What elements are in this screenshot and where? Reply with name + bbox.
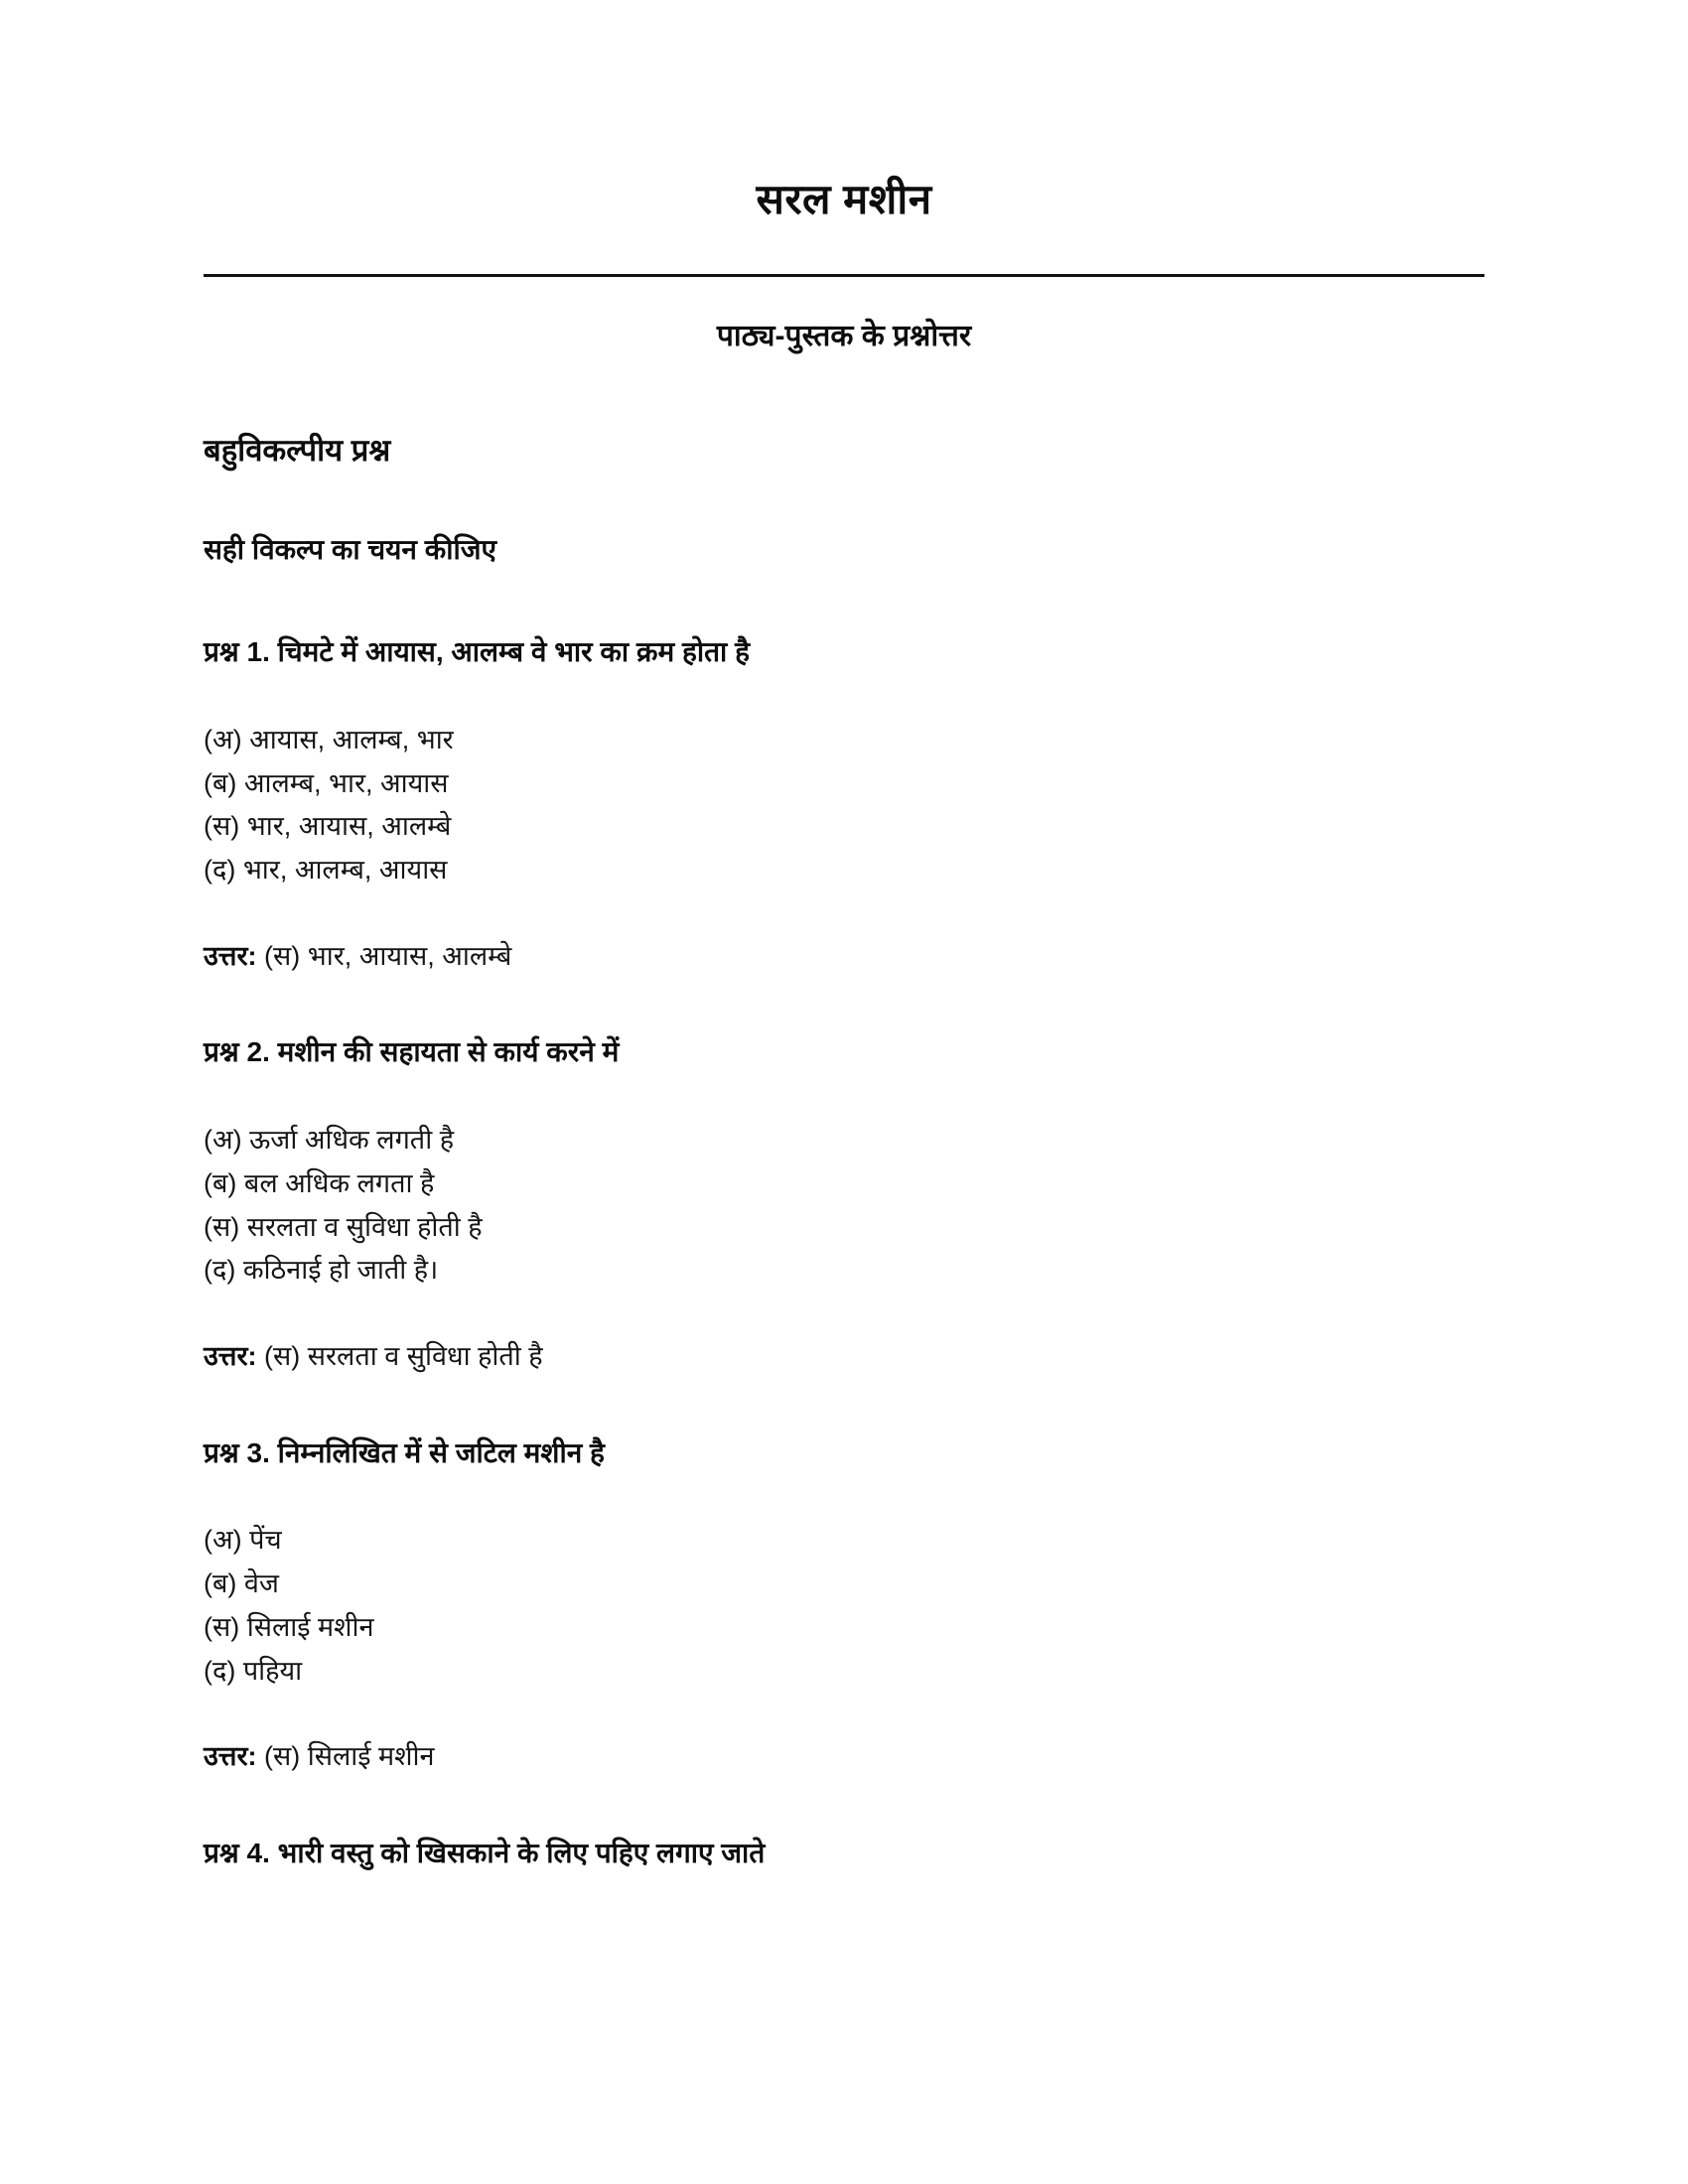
question-text-1: प्रश्न 1. चिमटे में आयास, आलम्ब वे भार का क्रम होता है [204, 636, 750, 668]
page-title: सरल मशीन [756, 176, 932, 222]
option-item[interactable]: (द) पहिया [204, 1655, 303, 1686]
question-block-1 [204, 633, 1484, 974]
question-text-3: प्रश्न 3. निम्नलिखित में से जटिल मशीन है [204, 1436, 605, 1468]
section-heading-mcq: बहुविकल्पीय प्रश्न [204, 432, 391, 468]
option-list-3 [204, 1519, 1484, 1693]
option-item[interactable]: (ब) वेज [204, 1569, 279, 1599]
question-text-4: प्रश्न 4. भारी वस्तु को खिसकाने के लिए पहिए लगाए जाते [204, 1837, 766, 1868]
answer-line-2 [204, 1338, 1484, 1374]
option-item[interactable]: (ब) बल अधिक लगता है [204, 1167, 435, 1198]
option-item[interactable]: (स) भार, आयास, आलम्बे [204, 811, 452, 842]
option-item[interactable]: (स) सरलता व सुविधा होती है [204, 1211, 483, 1242]
answer-label: उत्तर: [204, 940, 264, 971]
answer-line-3 [204, 1738, 1484, 1774]
title-divider [204, 274, 1484, 277]
option-list-1 [204, 719, 1484, 892]
answer-value: (स) सरलता व सुविधा होती है [264, 1341, 543, 1372]
option-item[interactable]: (अ) आयास, आलम्ब, भार [204, 724, 454, 754]
answer-line-1 [204, 938, 1484, 974]
question-block-4 [204, 1835, 1484, 1872]
option-item[interactable]: (द) कठिनाई हो जाती है। [204, 1255, 439, 1286]
answer-label: उत्तर: [204, 1741, 264, 1772]
option-item[interactable]: (स) सिलाई मशीन [204, 1611, 374, 1642]
question-block-3 [204, 1434, 1484, 1775]
answer-value: (स) भार, आयास, आलम्बे [264, 940, 512, 971]
instruction-text: सही विकल्प का चयन कीजिए [204, 533, 496, 565]
option-item[interactable]: (द) भार, आलम्ब, आयास [204, 855, 448, 886]
option-item[interactable]: (अ) ऊर्जा अधिक लगती है [204, 1125, 455, 1156]
answer-value: (स) सिलाई मशीन [264, 1741, 435, 1772]
question-block-2 [204, 1033, 1484, 1374]
option-item[interactable]: (अ) पेंच [204, 1525, 282, 1556]
document-subtitle: पाठ्य-पुस्तक के प्रश्नोत्तर [716, 319, 972, 352]
option-item[interactable]: (ब) आलम्ब, भार, आयास [204, 767, 449, 798]
answer-label: उत्तर: [204, 1341, 264, 1372]
option-list-2 [204, 1119, 1484, 1293]
document-content [204, 0, 1484, 1872]
question-text-2: प्रश्न 2. मशीन की सहायता से कार्य करने में [204, 1036, 620, 1068]
